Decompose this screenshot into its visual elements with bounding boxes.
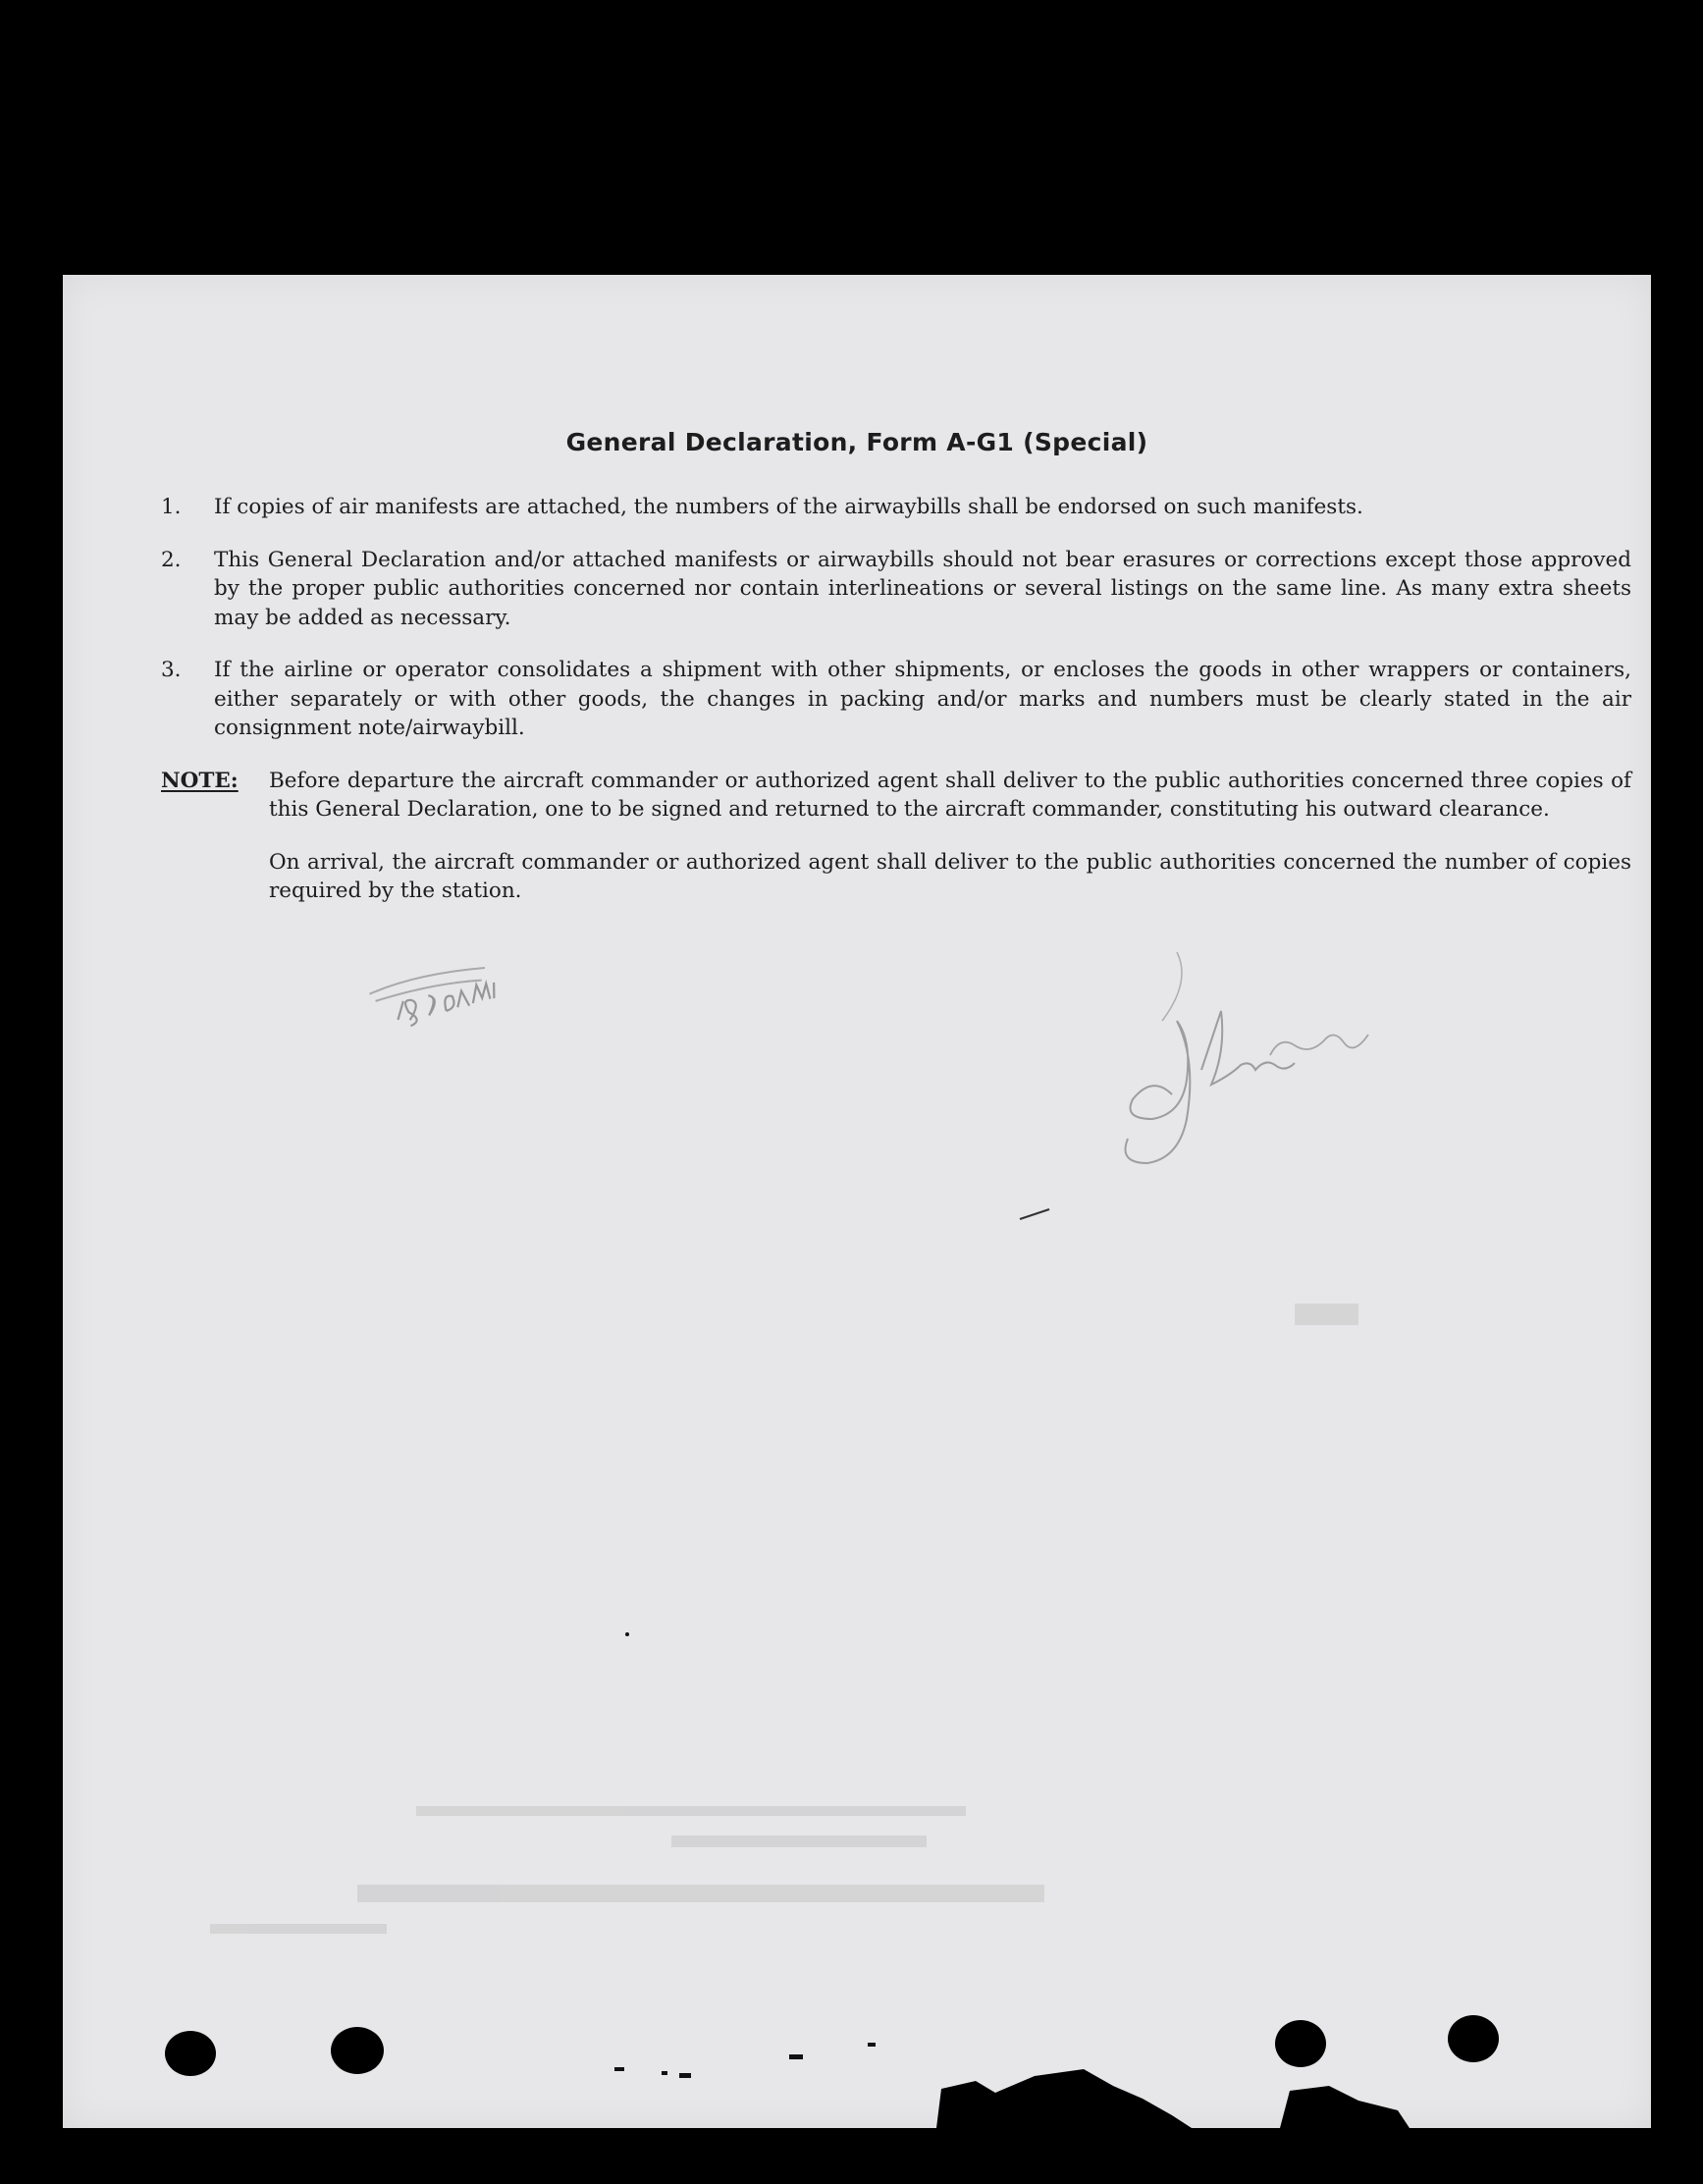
handwritten-number bbox=[368, 966, 499, 1031]
instruction-item bbox=[161, 656, 1631, 743]
item-number: 1. bbox=[161, 495, 182, 519]
item-text: This General Declaration and/or attached manifests or airwaybills should not bear erasures or corrections except those approved by the proper public authorities concerned nor contain interlineations or several listings on the same line. As many extra sheets may be added as necessary. bbox=[214, 547, 1631, 630]
note-paragraph: On arrival, the aircraft commander or authorized agent shall deliver to the public authorities concerned the number of copies required by the station. bbox=[269, 849, 1631, 903]
note-label: NOTE: bbox=[161, 768, 239, 793]
punch-hole bbox=[1448, 2015, 1499, 2062]
note-block bbox=[161, 767, 1631, 930]
document-sheet bbox=[63, 275, 1651, 2128]
item-text: If copies of air manifests are attached, the numbers of the airwaybills shall be endorsed on such manifests. bbox=[214, 495, 1363, 519]
instructions-list bbox=[161, 493, 1631, 930]
note-body bbox=[269, 767, 1631, 930]
item-number: 2. bbox=[161, 547, 182, 572]
stray-mark bbox=[1020, 1209, 1049, 1219]
document-title: General Declaration, Form A-G1 (Special) bbox=[565, 428, 1148, 456]
bleed-through-artifacts bbox=[210, 1304, 1358, 1934]
torn-edge bbox=[936, 2069, 1192, 2128]
punch-hole bbox=[165, 2031, 216, 2076]
punch-hole bbox=[331, 2027, 384, 2074]
signature bbox=[1126, 952, 1369, 1163]
specks bbox=[614, 1632, 876, 2078]
punch-hole bbox=[1275, 2020, 1326, 2067]
item-text: If the airline or operator consolidates a shipment with other shipments, or encloses the goods in other wrappers or containers, either separately or with other goods, the changes in packing and/or marks and numbers must be clearly stated in the air consignment note/airwaybill. bbox=[214, 658, 1631, 740]
instruction-item bbox=[161, 493, 1631, 522]
instruction-item bbox=[161, 546, 1631, 633]
note-paragraph: Before departure the aircraft commander or authorized agent shall deliver to the public authorities concerned three copies of this General Declaration, one to be signed and returned to the aircraft commander, constituting his outward clearance. bbox=[269, 768, 1631, 822]
item-number: 3. bbox=[161, 658, 182, 682]
torn-edge bbox=[1280, 2086, 1410, 2128]
